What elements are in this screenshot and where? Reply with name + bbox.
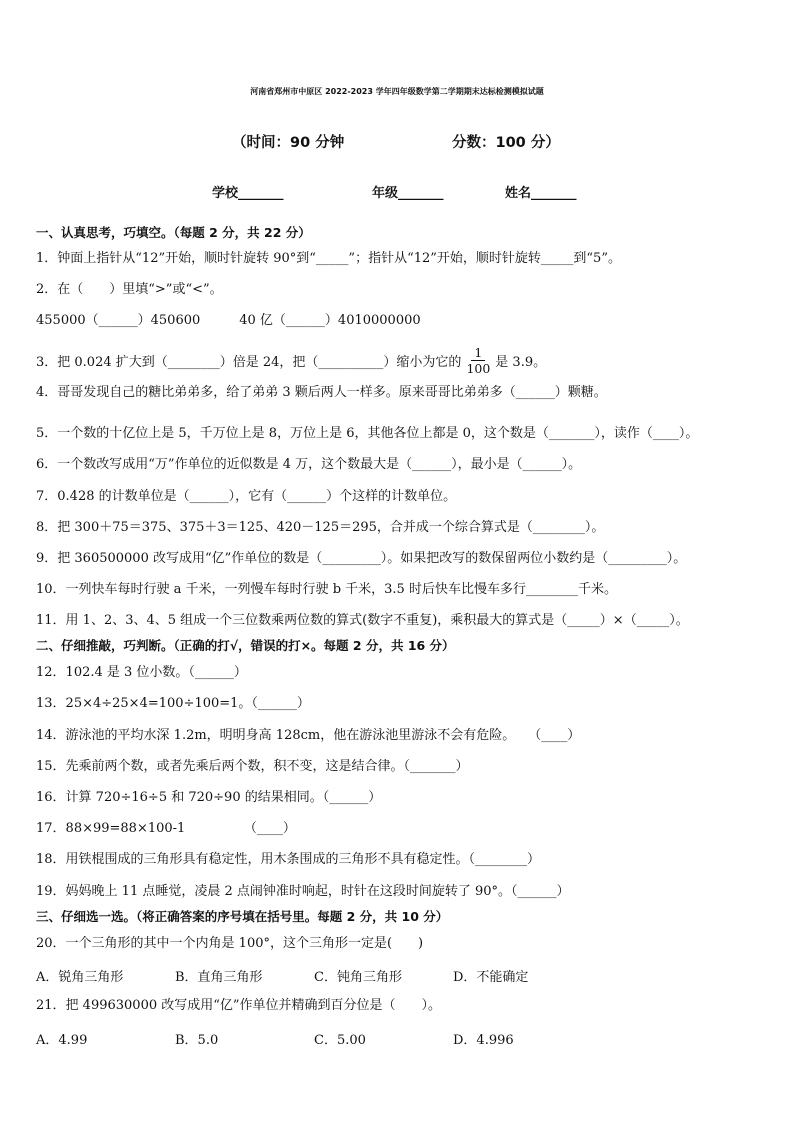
question-9: 9．把 360500000 改写成用“亿”作单位的数是（_________）。如果把改写的数保留两位小数约是（_________）。 [36,551,687,566]
q21-option-b: B．5.0 [175,1033,219,1048]
question-15: 15．先乘前两个数，或者先乘后两个数，积不变，这是结合律。（_______） [36,759,469,774]
question-10: 10．一列快车每时行驶 a 千米，一列慢车每时行驶 b 千米，3.5 时后快车比慢车多行________千米。 [36,582,617,597]
question-12: 12．102.4 是 3 位小数。（______） [36,665,247,680]
q20-option-a: A．锐角三角形 [36,970,124,985]
q20-option-c: C．钝角三角形 [314,970,402,985]
question-4: 4．哥哥发现自己的糖比弟弟多，给了弟弟 3 颗后两人一样多。原来哥哥比弟弟多（______）颗糖。 [36,385,607,400]
fraction [463,345,493,376]
question-16: 16．计算 720÷16÷5 和 720÷90 的结果相同。（______） [36,790,382,805]
fraction-numerator: 1 [471,345,485,361]
fraction-denominator: 100 [466,360,491,376]
question-3 [36,342,546,378]
name-field: 姓名_______ [505,186,577,201]
question-3-tail: 是 3.9。 [495,354,547,370]
q20-option-d: D．不能确定 [453,970,529,985]
question-20: 20．一个三角形的其中一个内角是 100°，这个三角形一定是( ) [36,936,424,951]
question-3-text: 3．把 0.024 扩大到（________）倍是 24，把（__________）缩小为它的 [36,354,462,370]
question-5: 5．一个数的十亿位上是 5，千万位上是 8，万位上是 6，其他各位上都是 0，这个数是（_______），读作（____）。 [36,426,699,441]
school-field: 学校_______ [212,186,284,201]
question-7: 7．0.428 的计数单位是（______），它有（______）个这样的计数单位。 [36,489,457,504]
section-2-heading: 二、仔细推敲，巧判断。（正确的打√，错误的打×。每题 2 分，共 16 分） [36,638,455,653]
q21-option-a: A．4.99 [36,1033,88,1048]
exam-time: （时间：90 分钟 [232,135,345,151]
exam-title: 河南省郑州市中原区 2022-2023 学年四年级数学第二学期期末达标检测模拟试题 [250,87,544,96]
question-11: 11．用 1、2、3、4、5 组成一个三位数乘两位数的算式(数字不重复)，乘积最大的算式是（_____）×（_____）。 [36,613,689,628]
question-17: 17．88×99=88×100-1 （____） [36,821,296,836]
section-1-heading: 一、认真思考，巧填空。（每题 2 分，共 22 分） [36,225,311,240]
question-2-items: 455000（______）450600 40 亿（______）4010000000 [36,313,421,328]
section-3-heading: 三、仔细选一选。（将正确答案的序号填在括号里。每题 2 分，共 10 分） [36,909,449,924]
q20-option-b: B．直角三角形 [175,970,263,985]
question-1: 1．钟面上指针从“12”开始，顺时针旋转 90°到“_____”；指针从“12”开始，顺时针旋转_____到“5”。 [36,251,621,266]
question-2: 2．在（ ）里填“>”或“<”。 [36,282,223,297]
question-21: 21．把 499630000 改写成用“亿”作单位并精确到百分位是（ ）。 [36,998,442,1013]
question-13: 13．25×4÷25×4=100÷100=1。（______） [36,696,310,711]
q21-option-c: C．5.00 [314,1033,366,1048]
question-6: 6．一个数改写成用“万”作单位的近似数是 4 万，这个数最大是（______），最小是（______）。 [36,457,582,472]
q21-option-d: D．4.996 [453,1033,514,1048]
exam-score: 分数：100 分） [452,135,560,151]
grade-field: 年级_______ [372,186,444,201]
question-14: 14．游泳池的平均水深 1.2m，明明身高 128cm，他在游泳池里游泳不会有危险。 （____） [36,728,581,743]
question-19: 19．妈妈晚上 11 点睡觉，凌晨 2 点闹钟准时响起，时针在这段时间旋转了 90°。（______） [36,884,570,899]
question-18: 18．用铁棍围成的三角形具有稳定性，用木条围成的三角形不具有稳定性。（________） [36,852,541,867]
question-8: 8．把 300＋75＝375、375＋3＝125、420－125＝295，合并成一个综合算式是（________）。 [36,520,605,535]
